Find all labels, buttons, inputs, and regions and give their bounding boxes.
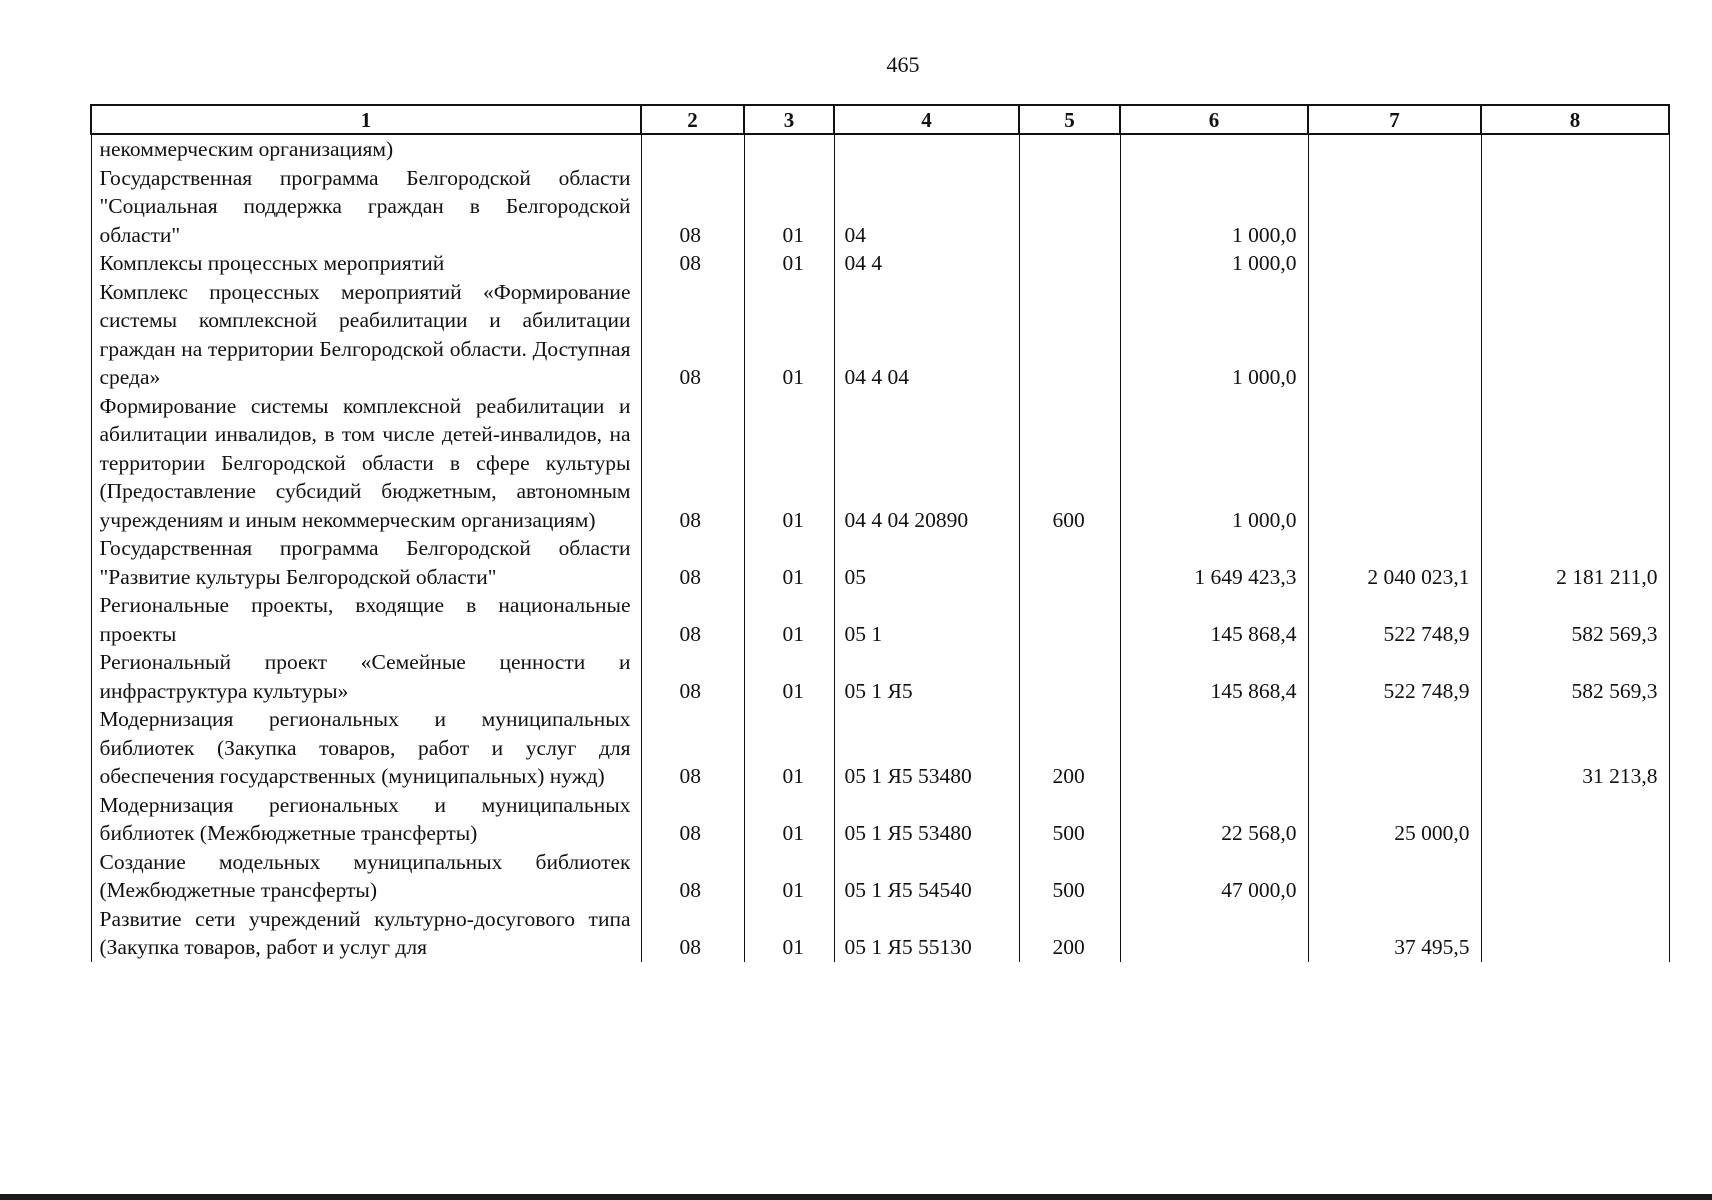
row-name-cell: некоммерческим организациям) xyxy=(91,134,641,164)
row-name-cell: Комплексы процессных мероприятий xyxy=(91,249,641,278)
table-row xyxy=(91,164,1669,250)
subsection-code-cell: 01 xyxy=(744,905,834,962)
subsection-code-cell: 01 xyxy=(744,591,834,648)
subsection-code-cell: 01 xyxy=(744,648,834,705)
amount-col7-cell xyxy=(1308,848,1481,905)
table-row xyxy=(91,134,1669,164)
amount-col6-cell: 1 000,0 xyxy=(1120,249,1308,278)
section-code-cell: 08 xyxy=(641,164,744,250)
amount-col8-cell: 2 181 211,0 xyxy=(1481,534,1669,591)
column-header: 3 xyxy=(744,105,834,134)
amount-col8-cell xyxy=(1481,278,1669,392)
target-article-cell: 05 1 Я5 53480 xyxy=(834,791,1019,848)
amount-col8-cell xyxy=(1481,392,1669,535)
section-code-cell: 08 xyxy=(641,249,744,278)
amount-col8-cell xyxy=(1481,249,1669,278)
section-code-cell xyxy=(641,134,744,164)
amount-col6-cell: 145 868,4 xyxy=(1120,648,1308,705)
subsection-code-cell xyxy=(744,134,834,164)
subsection-code-cell: 01 xyxy=(744,791,834,848)
table-header-row xyxy=(91,105,1669,134)
expense-type-cell xyxy=(1019,534,1120,591)
amount-col6-cell: 22 568,0 xyxy=(1120,791,1308,848)
budget-table-container xyxy=(90,104,1668,1106)
row-name-cell: Создание модельных муниципальных библиотек (Межбюджетные трансферты) xyxy=(91,848,641,905)
amount-col6-cell: 1 000,0 xyxy=(1120,392,1308,535)
amount-col8-cell: 31 213,8 xyxy=(1481,705,1669,791)
table-row xyxy=(91,705,1669,791)
amount-col7-cell xyxy=(1308,705,1481,791)
table-row xyxy=(91,848,1669,905)
row-name-cell: Государственная программа Белгородской области "Развитие культуры Белгородской области" xyxy=(91,534,641,591)
amount-col7-cell xyxy=(1308,392,1481,535)
expense-type-cell xyxy=(1019,134,1120,164)
subsection-code-cell: 01 xyxy=(744,278,834,392)
column-header: 2 xyxy=(641,105,744,134)
table-row xyxy=(91,791,1669,848)
amount-col8-cell xyxy=(1481,134,1669,164)
target-article-cell: 04 4 04 xyxy=(834,278,1019,392)
table-row xyxy=(91,591,1669,648)
expense-type-cell xyxy=(1019,164,1120,250)
target-article-cell: 05 1 xyxy=(834,591,1019,648)
expense-type-cell: 500 xyxy=(1019,848,1120,905)
table-row xyxy=(91,278,1669,392)
amount-col7-cell xyxy=(1308,134,1481,164)
scan-edge xyxy=(0,1194,1712,1200)
section-code-cell: 08 xyxy=(641,705,744,791)
target-article-cell xyxy=(834,134,1019,164)
amount-col6-cell: 1 000,0 xyxy=(1120,278,1308,392)
section-code-cell: 08 xyxy=(641,591,744,648)
row-name-cell: Развитие сети учреждений культурно-досугового типа (Закупка товаров, работ и услуг для xyxy=(91,905,641,962)
expense-type-cell xyxy=(1019,591,1120,648)
section-code-cell: 08 xyxy=(641,392,744,535)
subsection-code-cell: 01 xyxy=(744,164,834,250)
column-header: 6 xyxy=(1120,105,1308,134)
row-name-cell: Государственная программа Белгородской области "Социальная поддержка граждан в Белгородской области" xyxy=(91,164,641,250)
amount-col8-cell xyxy=(1481,905,1669,962)
table-row xyxy=(91,534,1669,591)
table-body xyxy=(91,134,1669,962)
row-name-cell: Комплекс процессных мероприятий «Формирование системы комплексной реабилитации и абилитации граждан на территории Белгородской области. Доступная среда» xyxy=(91,278,641,392)
section-code-cell: 08 xyxy=(641,648,744,705)
row-name-cell: Формирование системы комплексной реабилитации и абилитации инвалидов, в том числе детей-инвалидов, на территории Белгородской области в сфере культуры (Предоставление субсидий бюджетным, автономным учреждениям и иным некоммерческим организациям) xyxy=(91,392,641,535)
amount-col6-cell: 1 649 423,3 xyxy=(1120,534,1308,591)
row-name-cell: Региональные проекты, входящие в национальные проекты xyxy=(91,591,641,648)
expense-type-cell: 600 xyxy=(1019,392,1120,535)
target-article-cell: 05 xyxy=(834,534,1019,591)
subsection-code-cell: 01 xyxy=(744,848,834,905)
amount-col8-cell xyxy=(1481,848,1669,905)
target-article-cell: 04 xyxy=(834,164,1019,250)
row-name-cell: Модернизация региональных и муниципальных библиотек (Закупка товаров, работ и услуг для обеспечения государственных (муниципальных) нужд) xyxy=(91,705,641,791)
amount-col6-cell: 145 868,4 xyxy=(1120,591,1308,648)
target-article-cell: 05 1 Я5 54540 xyxy=(834,848,1019,905)
column-header: 5 xyxy=(1019,105,1120,134)
section-code-cell: 08 xyxy=(641,848,744,905)
section-code-cell: 08 xyxy=(641,534,744,591)
target-article-cell: 04 4 04 20890 xyxy=(834,392,1019,535)
amount-col8-cell: 582 569,3 xyxy=(1481,591,1669,648)
subsection-code-cell: 01 xyxy=(744,534,834,591)
budget-table xyxy=(90,104,1670,962)
amount-col8-cell xyxy=(1481,164,1669,250)
amount-col8-cell: 582 569,3 xyxy=(1481,648,1669,705)
amount-col6-cell xyxy=(1120,905,1308,962)
expense-type-cell: 200 xyxy=(1019,905,1120,962)
column-header: 7 xyxy=(1308,105,1481,134)
amount-col7-cell: 37 495,5 xyxy=(1308,905,1481,962)
target-article-cell: 04 4 xyxy=(834,249,1019,278)
expense-type-cell xyxy=(1019,278,1120,392)
target-article-cell: 05 1 Я5 53480 xyxy=(834,705,1019,791)
expense-type-cell: 500 xyxy=(1019,791,1120,848)
target-article-cell: 05 1 Я5 xyxy=(834,648,1019,705)
table-row xyxy=(91,648,1669,705)
column-header: 4 xyxy=(834,105,1019,134)
amount-col6-cell: 47 000,0 xyxy=(1120,848,1308,905)
subsection-code-cell: 01 xyxy=(744,705,834,791)
target-article-cell: 05 1 Я5 55130 xyxy=(834,905,1019,962)
amount-col7-cell xyxy=(1308,249,1481,278)
amount-col7-cell xyxy=(1308,278,1481,392)
table-row xyxy=(91,392,1669,535)
amount-col7-cell: 522 748,9 xyxy=(1308,591,1481,648)
amount-col7-cell: 522 748,9 xyxy=(1308,648,1481,705)
subsection-code-cell: 01 xyxy=(744,392,834,535)
subsection-code-cell: 01 xyxy=(744,249,834,278)
amount-col8-cell xyxy=(1481,791,1669,848)
amount-col6-cell: 1 000,0 xyxy=(1120,164,1308,250)
expense-type-cell xyxy=(1019,648,1120,705)
expense-type-cell: 200 xyxy=(1019,705,1120,791)
table-row xyxy=(91,905,1669,962)
amount-col6-cell xyxy=(1120,705,1308,791)
row-name-cell: Региональный проект «Семейные ценности и инфраструктура культуры» xyxy=(91,648,641,705)
section-code-cell: 08 xyxy=(641,905,744,962)
section-code-cell: 08 xyxy=(641,278,744,392)
section-code-cell: 08 xyxy=(641,791,744,848)
amount-col6-cell xyxy=(1120,134,1308,164)
amount-col7-cell: 2 040 023,1 xyxy=(1308,534,1481,591)
table-row xyxy=(91,249,1669,278)
page-number: 465 xyxy=(886,52,920,77)
column-header: 1 xyxy=(91,105,641,134)
amount-col7-cell: 25 000,0 xyxy=(1308,791,1481,848)
expense-type-cell xyxy=(1019,249,1120,278)
column-header: 8 xyxy=(1481,105,1669,134)
row-name-cell: Модернизация региональных и муниципальных библиотек (Межбюджетные трансферты) xyxy=(91,791,641,848)
amount-col7-cell xyxy=(1308,164,1481,250)
